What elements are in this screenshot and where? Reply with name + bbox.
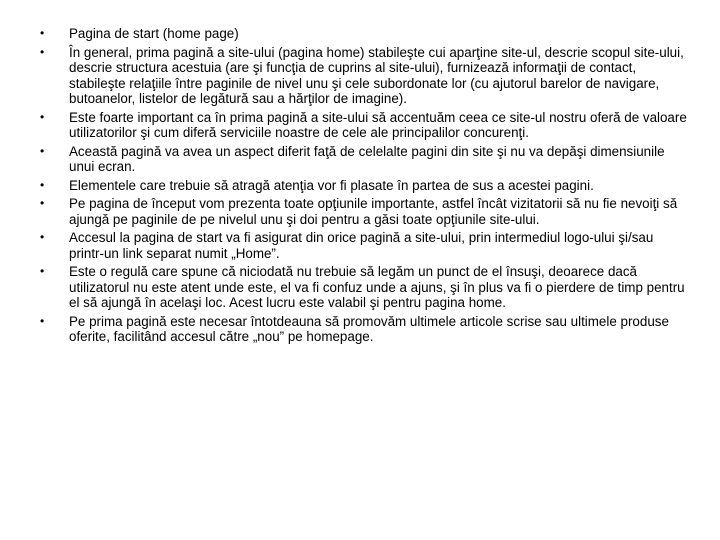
list-item-text: Această pagină va avea un aspect diferit faţă de celelalte pagini din site şi nu va depăşi dimensiunile unui ecran. bbox=[69, 143, 665, 174]
list-item bbox=[40, 264, 690, 311]
list-item-text: În general, prima pagină a site-ului (pagina home) stabileşte cui aparţine site-ul, descrie scopul site-ului, descrie structura acestuia (are şi funcţia de cuprins al site-ului), furnizează informaţii de contact, stabileşte relaţiile între paginile de nivel unu şi cele subordonate lor (cu ajutorul barelor de navigare, butoanelor, listelor de legătură sau a hărţilor de imagine). bbox=[69, 44, 684, 106]
bullet-icon: • bbox=[40, 26, 45, 40]
list-item-text: Pe prima pagină este necesar întotdeauna să promovăm ultimele articole scrise sau ultimele produse oferite, facilitând accesul către „nou” pe homepage. bbox=[69, 313, 669, 344]
list-item-text: Este foarte important ca în prima pagină a site-ului să accentuăm ceea ce site-ul nostru oferă de valoare utilizatorilor şi cum diferă serviciile noastre de cele ale principalilor concurenţi. bbox=[69, 109, 687, 140]
list-item bbox=[40, 314, 690, 345]
bullet-icon: • bbox=[40, 196, 45, 210]
bullet-icon: • bbox=[40, 44, 45, 59]
list-item bbox=[40, 230, 690, 261]
list-item-text: Pe pagina de început vom prezenta toate opţiunile importante, astfel încât vizitatorii să nu fie nevoiţi să ajungă pe paginile de pe nivelul unu şi doi pentru a găsi toate opţiunile site-ului. bbox=[69, 196, 678, 227]
list-item bbox=[40, 178, 690, 194]
list-item bbox=[40, 26, 690, 42]
bullet-icon: • bbox=[40, 109, 45, 124]
list-item-text: Este o regulă care spune că niciodată nu trebuie să legăm un punct de el însuşi, deoarece dacă utilizatorul nu este atent unde este, el va fi confuz unde a ajuns, şi în plus va fi o pierdere de timp pentru el să ajungă în acelaşi loc. Acest lucru este valabil şi pentru pagina home. bbox=[69, 264, 685, 310]
bullet-icon: • bbox=[40, 143, 45, 158]
bullet-icon: • bbox=[40, 177, 45, 192]
list-item bbox=[40, 110, 690, 141]
list-item bbox=[40, 196, 690, 227]
bullet-list bbox=[40, 26, 690, 348]
list-item bbox=[40, 45, 690, 107]
bullet-icon: • bbox=[40, 313, 45, 328]
list-item bbox=[40, 144, 690, 175]
list-item-text: Elementele care trebuie să atragă atenţia vor fi plasate în partea de sus a acestei pagini. bbox=[69, 177, 594, 193]
list-item-text: Accesul la pagina de start va fi asigurat din orice pagină a site-ului, prin intermediul logo-ului şi/sau printr-un link separat numit „Home”. bbox=[69, 230, 654, 261]
list-item-text: Pagina de start (home page) bbox=[69, 26, 239, 41]
bullet-icon: • bbox=[40, 264, 45, 278]
bullet-icon: • bbox=[40, 230, 45, 244]
